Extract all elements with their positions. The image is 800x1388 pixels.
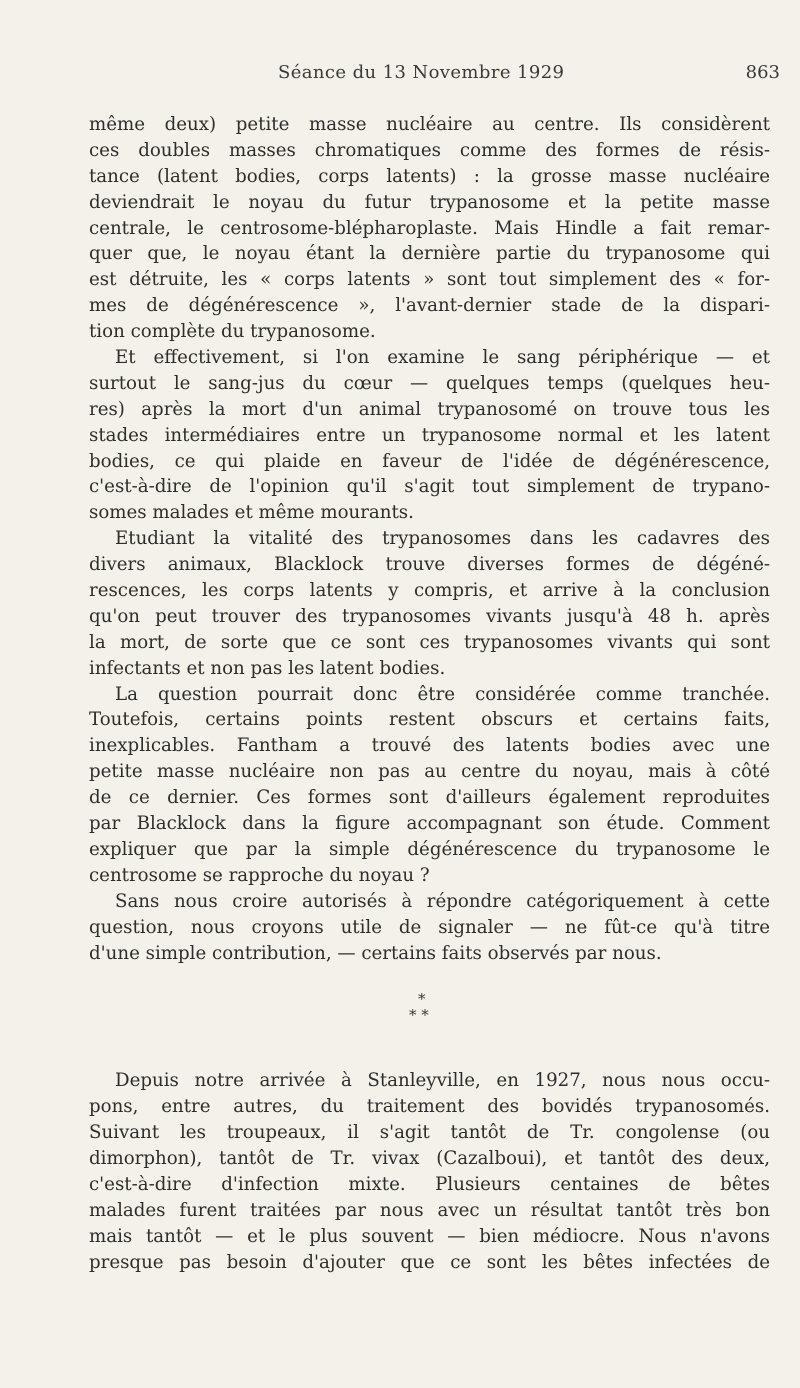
- article-body: [89, 112, 770, 1276]
- text-line-24: Toutefois, certains points restent obscurs et certains faits,: [89, 709, 770, 731]
- text-line-22: infectants et non pas les latent bodies.: [89, 657, 446, 679]
- text-line-4: deviendrait le noyau du futur trypanosome et la petite masse: [89, 191, 770, 213]
- text-line-6: quer que, le noyau étant la dernière partie du trypanosome qui: [89, 243, 770, 265]
- separator-bottom-stars: * *: [409, 1006, 429, 1025]
- text-line-31: Sans nous croire autorisés à répondre catégoriquement à cette: [115, 890, 770, 912]
- text-line-41: presque pas besoin d'ajouter que ce sont les bêtes infectées de: [89, 1251, 770, 1273]
- section-separator: [89, 966, 770, 1050]
- text-line-30: centrosome se rapproche du noyau ?: [89, 864, 430, 886]
- text-line-32: question, nous croyons utile de signaler — ne fût-ce qu'à titre: [89, 916, 770, 938]
- text-line-10: Et effectivement, si l'on examine le sang périphérique — et: [115, 347, 770, 369]
- text-line-35: pons, entre autres, du traitement des bovidés trypanosomés.: [89, 1096, 770, 1118]
- text-line-36: Suivant les troupeaux, il s'agit tantôt de Tr. congolense (ou: [89, 1122, 770, 1144]
- text-line-16: somes malades et même mourants.: [89, 502, 414, 524]
- text-line-23: La question pourrait donc être considérée comme tranchée.: [115, 683, 770, 705]
- separator-top-star: *: [418, 990, 426, 1009]
- text-line-27: de ce dernier. Ces formes sont d'ailleurs également reproduites: [89, 787, 770, 809]
- text-line-38: c'est-à-dire d'infection mixte. Plusieurs centaines de bêtes: [89, 1173, 770, 1195]
- text-line-17: Etudiant la vitalité des trypanosomes dans les cadavres des: [115, 528, 770, 550]
- text-line-19: rescences, les corps latents y compris, et arrive à la conclusion: [89, 580, 770, 602]
- running-title: Séance du 13 Novembre 1929: [278, 62, 565, 83]
- text-line-11: surtout le sang-jus du cœur — quelques temps (quelques heu-: [89, 372, 770, 394]
- text-line-13: stades intermédiaires entre un trypanosome normal et les latent: [89, 424, 770, 446]
- text-line-28: par Blacklock dans la figure accompagnant son étude. Comment: [89, 813, 770, 835]
- text-line-39: malades furent traitées par nous avec un résultat tantôt très bon: [89, 1199, 770, 1221]
- text-line-7: est détruite, les « corps latents » sont tout simplement des « for-: [89, 269, 770, 291]
- text-line-14: bodies, ce qui plaide en faveur de l'idée de dégénérescence,: [89, 450, 770, 472]
- text-line-37: dimorphon), tantôt de Tr. vivax (Cazalboui), et tantôt des deux,: [89, 1148, 770, 1170]
- separator-spacer: [89, 1050, 770, 1068]
- text-line-33: d'une simple contribution, — certains faits observés par nous.: [89, 942, 662, 964]
- text-line-40: mais tantôt — et le plus souvent — bien médiocre. Nous n'avons: [89, 1225, 770, 1247]
- text-line-21: la mort, de sorte que ce sont ces trypanosomes vivants qui sont: [89, 631, 770, 653]
- text-line-29: expliquer que par la simple dégénérescence du trypanosome le: [89, 838, 770, 860]
- text-line-1: même deux) petite masse nucléaire au centre. Ils considèrent: [89, 114, 770, 135]
- text-line-5: centrale, le centrosome-blépharoplaste. Mais Hindle a fait remar-: [89, 217, 770, 239]
- text-line-2: ces doubles masses chromatiques comme des formes de résis-: [89, 139, 770, 161]
- text-line-8: mes de dégénérescence », l'avant-dernier stade de la dispari-: [89, 295, 770, 317]
- text-line-18: divers animaux, Blacklock trouve diverses formes de dégéné-: [89, 554, 770, 576]
- text-line-9: tion complète du trypanosome.: [89, 321, 376, 343]
- page-number: 863: [745, 62, 780, 83]
- text-line-15: c'est-à-dire de l'opinion qu'il s'agit tout simplement de trypano-: [89, 476, 770, 498]
- page-header: [0, 62, 800, 92]
- text-line-25: inexplicables. Fantham a trouvé des latents bodies avec une: [89, 735, 770, 757]
- text-line-26: petite masse nucléaire non pas au centre du noyau, mais à côté: [89, 761, 770, 783]
- text-line-20: qu'on peut trouver des trypanosomes vivants jusqu'à 48 h. après: [89, 605, 770, 627]
- text-line-34: Depuis notre arrivée à Stanleyville, en 1927, nous nous occu-: [115, 1070, 770, 1092]
- text-line-3: tance (latent bodies, corps latents) : la grosse masse nucléaire: [89, 165, 770, 187]
- text-line-12: res) après la mort d'un animal trypanosomé on trouve tous les: [89, 398, 770, 420]
